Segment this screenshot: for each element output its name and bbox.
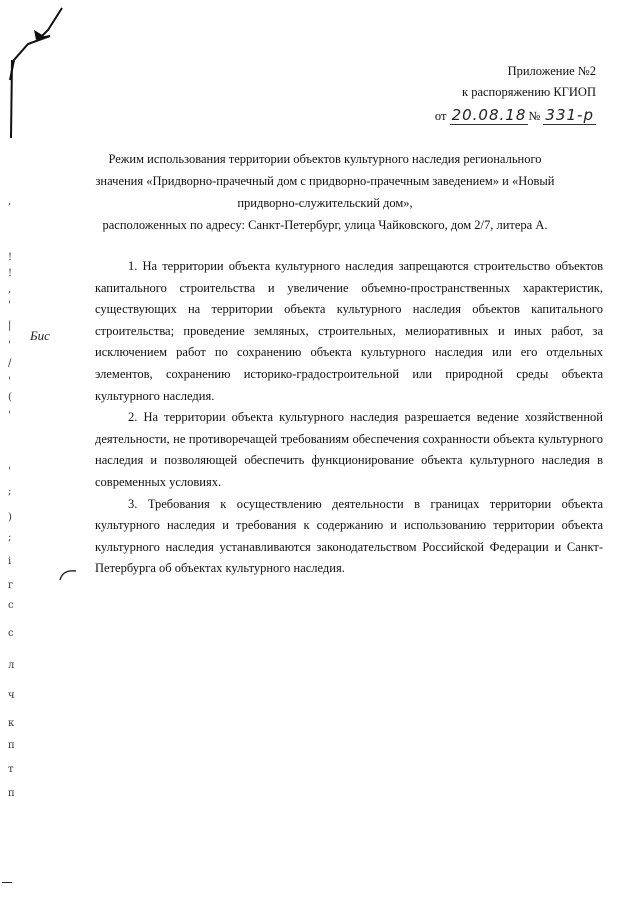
number-sign: № xyxy=(528,109,541,123)
margin-mark: с xyxy=(8,628,14,639)
title-line: Режим использования территории объектов культурного наследия регионального xyxy=(108,152,542,166)
scan-artifact xyxy=(2,882,12,883)
title-line: значения «Придворно-прачечный дом с придворно-прачечным заведением» и «Новый xyxy=(95,174,555,188)
margin-mark: ! xyxy=(8,252,13,263)
margin-mark: c xyxy=(8,600,14,611)
margin-mark: ч xyxy=(8,690,15,701)
margin-mark: ! xyxy=(8,268,13,279)
margin-mark: к xyxy=(8,718,15,729)
margin-mark: ' xyxy=(8,410,11,421)
margin-mark: | xyxy=(8,320,12,331)
margin-mark: ' xyxy=(8,376,11,387)
margin-mark: п xyxy=(8,788,15,799)
signature-stroke-image xyxy=(0,0,90,140)
margin-mark: i xyxy=(8,556,12,567)
paragraph-2: 2. На территории объекта культурного наследия разрешается ведение хозяйственной деятельности, не противоречащей требованиям обеспечения сохранности объекта культурного наследия и позволяющей обеспечить функционирование объекта культурного наследия в современных условиях. xyxy=(95,410,603,489)
margin-mark: ( xyxy=(8,392,12,403)
handwritten-date: 20.08.18 xyxy=(451,106,527,124)
paragraph-3: 3. Требования к осуществлению деятельности в границах территории объекта культурного наследия и требования к содержанию и использованию территории объекта культурного наследия устанавливаются законодательством Российской Федерации и Санкт-Петербурга об объектах культурного наследия. xyxy=(95,496,603,576)
document-body xyxy=(95,256,603,580)
order-date-number xyxy=(435,106,596,125)
margin-mark: г xyxy=(8,580,14,591)
margin-mark: п xyxy=(8,740,15,751)
margin-mark: ; xyxy=(8,486,12,497)
document-title xyxy=(95,148,555,236)
margin-mark: л xyxy=(8,660,15,671)
title-line: расположенных по адресу: Санкт-Петербург, улица Чайковского, дом 2/7, литера А. xyxy=(102,218,548,232)
margin-mark: , xyxy=(8,196,12,207)
margin-mark: ; xyxy=(8,532,12,543)
date-prefix: от xyxy=(434,109,447,123)
margin-mark: ' xyxy=(8,466,11,477)
margin-hook-mark xyxy=(58,568,78,582)
margin-mark: т xyxy=(8,764,14,775)
paragraph-1: 1. На территории объекта культурного наследия запрещаются строительство объектов капитального строительства и увеличение объемно-пространственных характеристик, существующих на территории объекта культурного наследия объектов капитального строительства; проведение земляных, строительных, мелиоративных и иных работ, за исключением работ по сохранению объекта культурного наследия или его отдельных элементов, сохранению историко-градостроительной или природной среды объекта культурного наследия. xyxy=(95,259,603,403)
appendix-number: Приложение №2 xyxy=(507,64,596,78)
handwritten-number: 331-р xyxy=(545,106,594,124)
order-reference: к распоряжению КГИОП xyxy=(462,85,596,99)
margin-signature: Бис xyxy=(30,328,50,343)
title-line: придворно-служительский дом», xyxy=(237,196,413,210)
margin-mark: ) xyxy=(8,512,12,523)
margin-mark: / xyxy=(8,358,12,369)
margin-mark: ' xyxy=(8,340,11,351)
margin-mark: ' xyxy=(8,300,11,311)
margin-mark: , xyxy=(8,284,12,295)
